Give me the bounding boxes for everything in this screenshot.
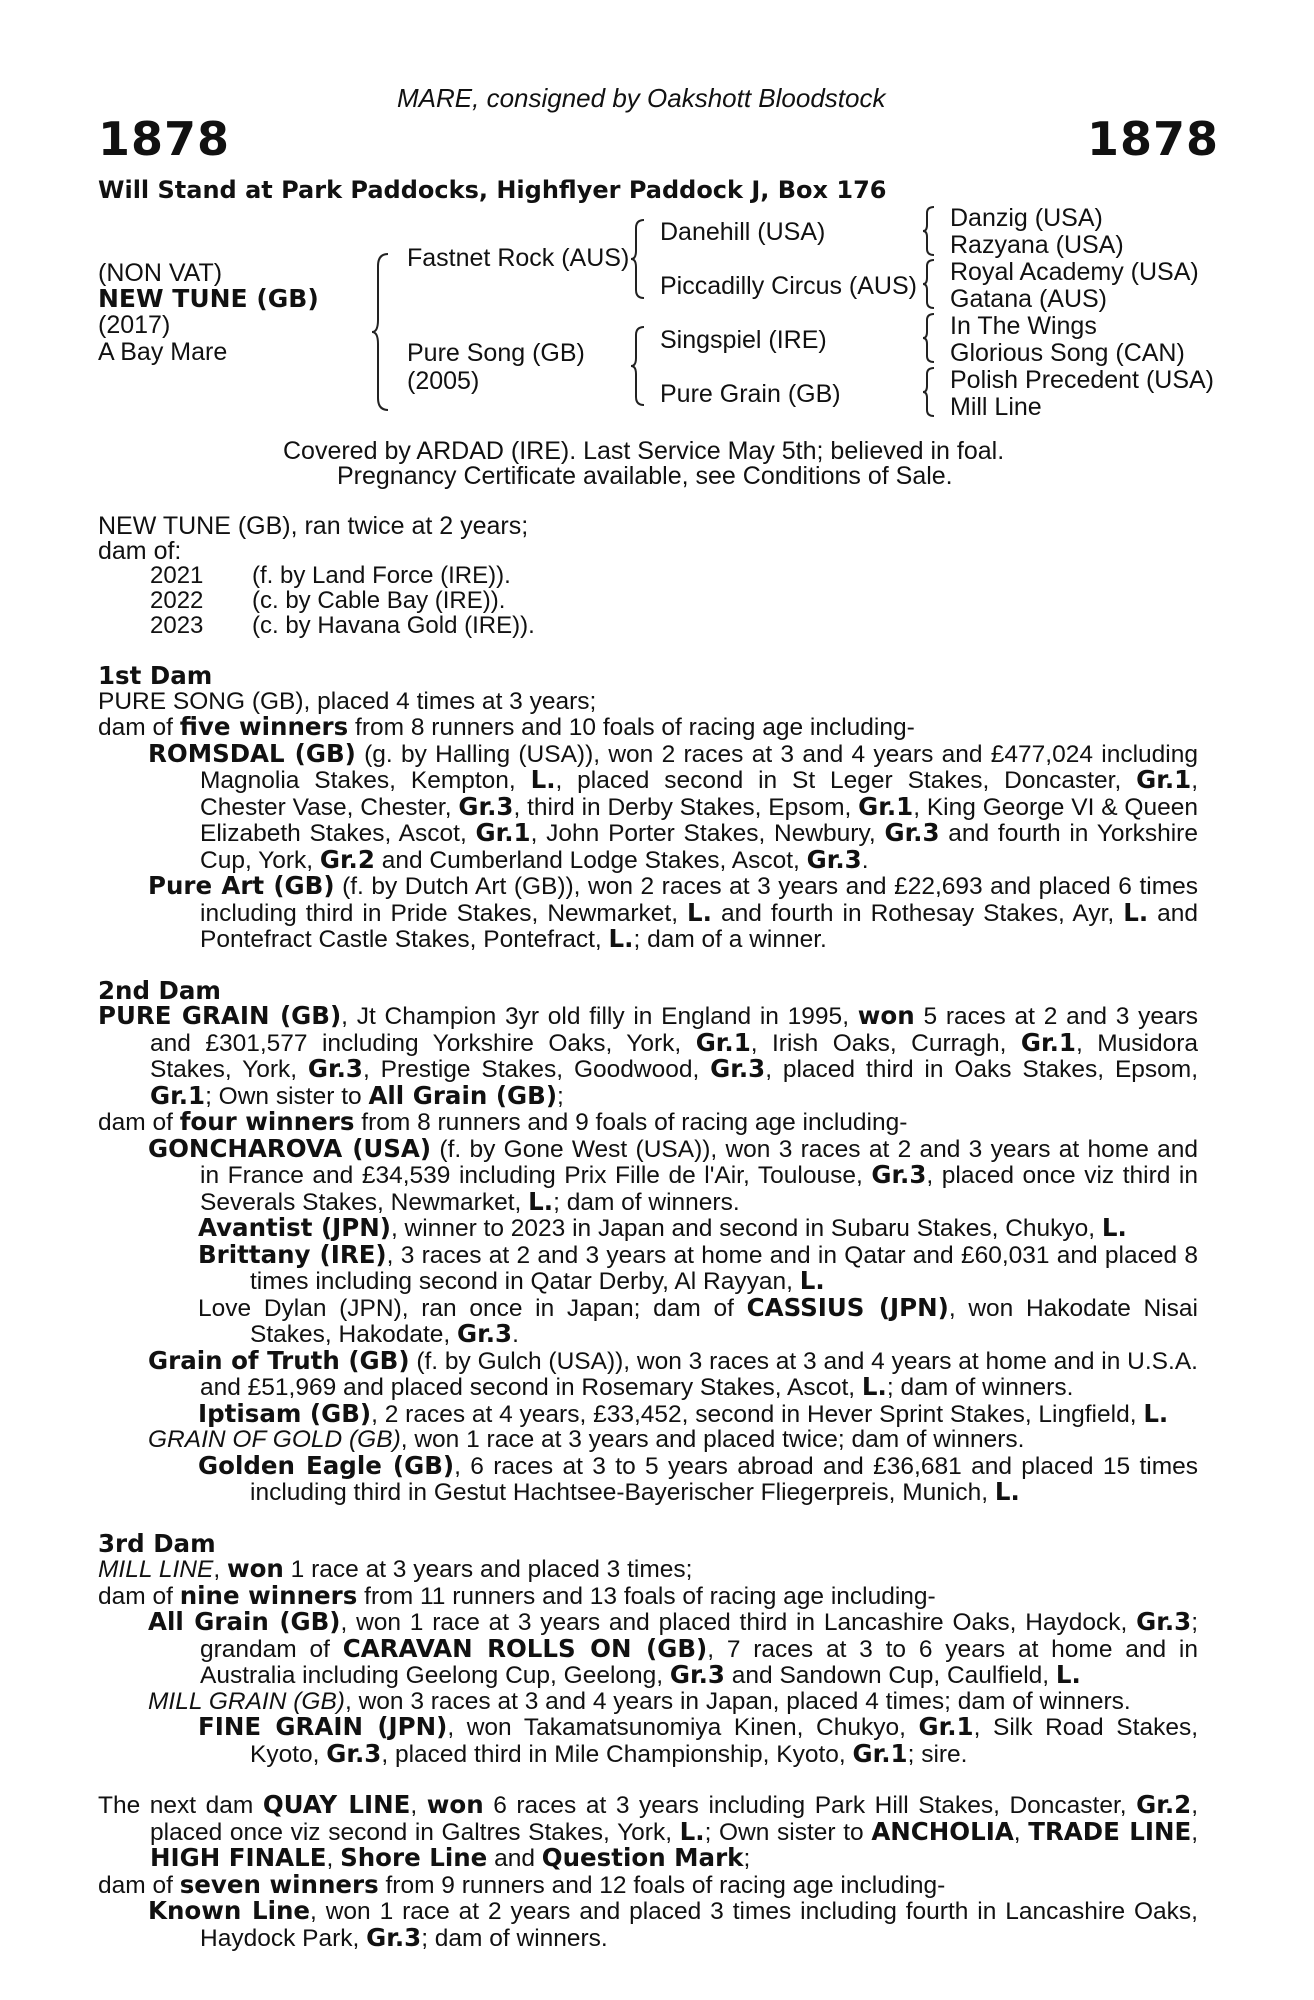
pedigree-dam-dam: Pure Grain (GB)	[660, 380, 841, 408]
progeny-entry: Avantist (JPN), winner to 2023 in Japan and second in Subaru Stakes, Chukyo, L.	[198, 1213, 1127, 1242]
pedigree-dam: Pure Song (GB)	[407, 339, 585, 367]
horse-description: A Bay Mare	[98, 338, 228, 366]
pedigree-sss: Danzig (USA)	[950, 204, 1103, 232]
horse-name: NEW TUNE (GB)	[98, 284, 319, 313]
progeny-entry: MILL GRAIN (GB), won 3 races at 3 and 4 years in Japan, placed 4 times; dam of winners.	[148, 1687, 1131, 1715]
third-dam-intro: MILL LINE, won 1 race at 3 years and placed 3 times;	[98, 1554, 693, 1583]
produce-detail: (c. by Havana Gold (IRE)).	[252, 612, 535, 639]
vat-status: (NON VAT)	[98, 259, 223, 287]
third-dam-progeny: dam of nine winners from 11 runners and 13 foals of racing age including-	[98, 1580, 936, 1610]
pedigree-dsd: Glorious Song (CAN)	[950, 339, 1185, 367]
produce-year: 2023	[150, 612, 204, 639]
produce-dam-of: dam of:	[98, 537, 182, 565]
stand-location: Will Stand at Park Paddocks, Highflyer Paddock J, Box 176	[98, 176, 887, 204]
progeny-entry: Iptisam (GB), 2 races at 4 years, £33,452, second in Hever Sprint Stakes, Lingfield, L.	[198, 1398, 1169, 1428]
first-dam-progeny: dam of five winners from 8 runners and 10 foals of racing age including-	[98, 712, 915, 741]
pedigree-sdd: Gatana (AUS)	[950, 285, 1108, 313]
pedigree-dam-year: (2005)	[407, 367, 480, 395]
progeny-entry: GRAIN OF GOLD (GB), won 1 race at 3 years and placed twice; dam of winners.	[148, 1426, 1025, 1453]
pedigree-sire: Fastnet Rock (AUS)	[407, 244, 630, 272]
second-dam-progeny: dam of four winners from 8 runners and 9 foals of racing age including-	[98, 1107, 908, 1136]
progeny-entry: Brittany (IRE), 3 races at 2 and 3 years at home and in Qatar and £60,031 and placed 8 times including second in Qatar Derby, Al Rayyan, L.	[198, 1239, 1198, 1295]
foaling-year: (2017)	[98, 311, 171, 339]
produce-year: 2022	[150, 587, 204, 614]
pedigree-ddd: Mill Line	[950, 393, 1042, 421]
pedigree-brace-sire	[630, 218, 648, 300]
next-dam-progeny: dam of seven winners from 9 runners and 12 foals of racing age including-	[98, 1869, 946, 1899]
progeny-entry: All Grain (GB), won 1 race at 3 years and placed third in Lancashire Oaks, Haydock, Gr.3; grandam of CARAVAN ROLLS ON (GB), 7 races at 3 to 6 years at home and in Australia including Geelong Cup, Geelong, Gr.3 and Sandown Cup, Caulfield, L.	[148, 1607, 1199, 1689]
section-heading-1st-dam: 1st Dam	[98, 661, 213, 690]
progeny-entry: Grain of Truth (GB) (f. by Gulch (USA)), won 3 races at 3 and 4 years at home and in U.S.A. and £51,969 and placed second in Rosemary Stakes, Ascot, L.; dam of winners.	[148, 1345, 1198, 1401]
pedigree-dam-sire: Singspiel (IRE)	[660, 326, 827, 354]
progeny-entry: FINE GRAIN (JPN), won Takamatsunomiya Kinen, Chukyo, Gr.1, Silk Road Stakes, Kyoto, Gr.3, placed third in Mile Championship, Kyoto, Gr.1; sire.	[198, 1712, 1198, 1768]
first-dam-intro: PURE SONG (GB), placed 4 times at 3 years;	[98, 687, 597, 715]
progeny-entry: Love Dylan (JPN), ran once in Japan; dam of CASSIUS (JPN), won Hakodate Nisai Stakes, Hakodate, Gr.3.	[198, 1292, 1198, 1348]
pedigree-brace-ss	[922, 205, 938, 257]
produce-year: 2021	[150, 562, 204, 589]
produce-detail: (f. by Land Force (IRE)).	[252, 562, 511, 589]
produce-intro: NEW TUNE (GB), ran twice at 2 years;	[98, 512, 529, 540]
section-heading-2nd-dam: 2nd Dam	[98, 975, 221, 1005]
progeny-entry: Pure Art (GB) (f. by Dutch Art (GB)), won 2 races at 3 years and £22,693 and placed 6 times including third in Pride Stakes, Newmarket, L. and fourth in Rothesay Stakes, Ayr, L. and Pontefract Castle Stakes, Pontefract, L.; dam of a winner.	[148, 871, 1199, 953]
covering-line-2: Pregnancy Certificate available, see Conditions of Sale.	[337, 462, 953, 490]
pedigree-brace-dam	[630, 325, 648, 407]
lot-number-right: 1878	[1087, 112, 1220, 166]
pedigree-sire-sire: Danehill (USA)	[660, 218, 826, 246]
progeny-entry: ROMSDAL (GB) (g. by Halling (USA)), won 2 races at 3 and 4 years and £477,024 including Magnolia Stakes, Kempton, L., placed second in St Leger Stakes, Doncaster, Gr.1, Chester Vase, Chester, Gr.3, third in Derby Stakes, Epsom, Gr.1, King George VI & Queen Elizabeth Stakes, Ascot, Gr.1, John Porter Stakes, Newbury, Gr.3 and fourth in Yorkshire Cup, York, Gr.2 and Cumberland Lodge Stakes, Ascot, Gr.3.	[148, 738, 1198, 874]
consignment-line: MARE, consigned by Oakshott Bloodstock	[397, 83, 886, 113]
pedigree-sds: Royal Academy (USA)	[950, 258, 1199, 286]
pedigree-brace-ds	[922, 312, 938, 364]
progeny-entry: GONCHAROVA (USA) (f. by Gone West (USA)), won 3 races at 2 and 3 years at home and in France and £34,539 including Prix Fille de l'Air, Toulouse, Gr.3, placed once viz third in Severals Stakes, Newmarket, L.; dam of winners.	[148, 1133, 1199, 1216]
section-heading-3rd-dam: 3rd Dam	[98, 1528, 216, 1558]
progeny-entry: Golden Eagle (GB), 6 races at 3 to 5 years abroad and £36,681 and placed 15 times including third in Gestut Hachtsee-Bayerischer Fliegerpreis, Munich, L.	[198, 1450, 1198, 1506]
catalogue-body	[98, 663, 1198, 1951]
pedigree-sire-dam: Piccadilly Circus (AUS)	[660, 272, 917, 300]
pedigree-dds: Polish Precedent (USA)	[950, 366, 1215, 394]
pedigree-ssd: Razyana (USA)	[950, 231, 1124, 259]
progeny-entry: Known Line, won 1 race at 2 years and placed 3 times including fourth in Lancashire Oaks, Haydock Park, Gr.3; dam of winners.	[148, 1896, 1198, 1952]
pedigree-brace-dd	[922, 366, 938, 418]
covering-line-1: Covered by ARDAD (IRE). Last Service May 5th; believed in foal.	[283, 437, 1005, 465]
pedigree-brace-main	[370, 252, 392, 412]
pedigree-dss: In The Wings	[950, 312, 1097, 340]
pedigree-brace-sd	[922, 258, 938, 310]
produce-detail: (c. by Cable Bay (IRE)).	[252, 587, 506, 614]
second-dam-intro: PURE GRAIN (GB), Jt Champion 3yr old filly in England in 1995, won 5 races at 2 and 3 years and £301,577 including Yorkshire Oaks, York, Gr.1, Irish Oaks, Curragh, Gr.1, Musidora Stakes, York, Gr.3, Prestige Stakes, Goodwood, Gr.3, placed third in Oaks Stakes, Epsom, Gr.1; Own sister to All Grain (GB);	[98, 1001, 1199, 1110]
next-dam-intro: The next dam QUAY LINE, won 6 races at 3 years including Park Hill Stakes, Doncaster, Gr.2, placed once viz second in Galtres Stakes, York, L.; Own sister to ANCHOLIA, TRADE LINE, HIGH FINALE, Shore Line and Question Mark;	[98, 1790, 1198, 1872]
lot-number-left: 1878	[98, 112, 231, 166]
